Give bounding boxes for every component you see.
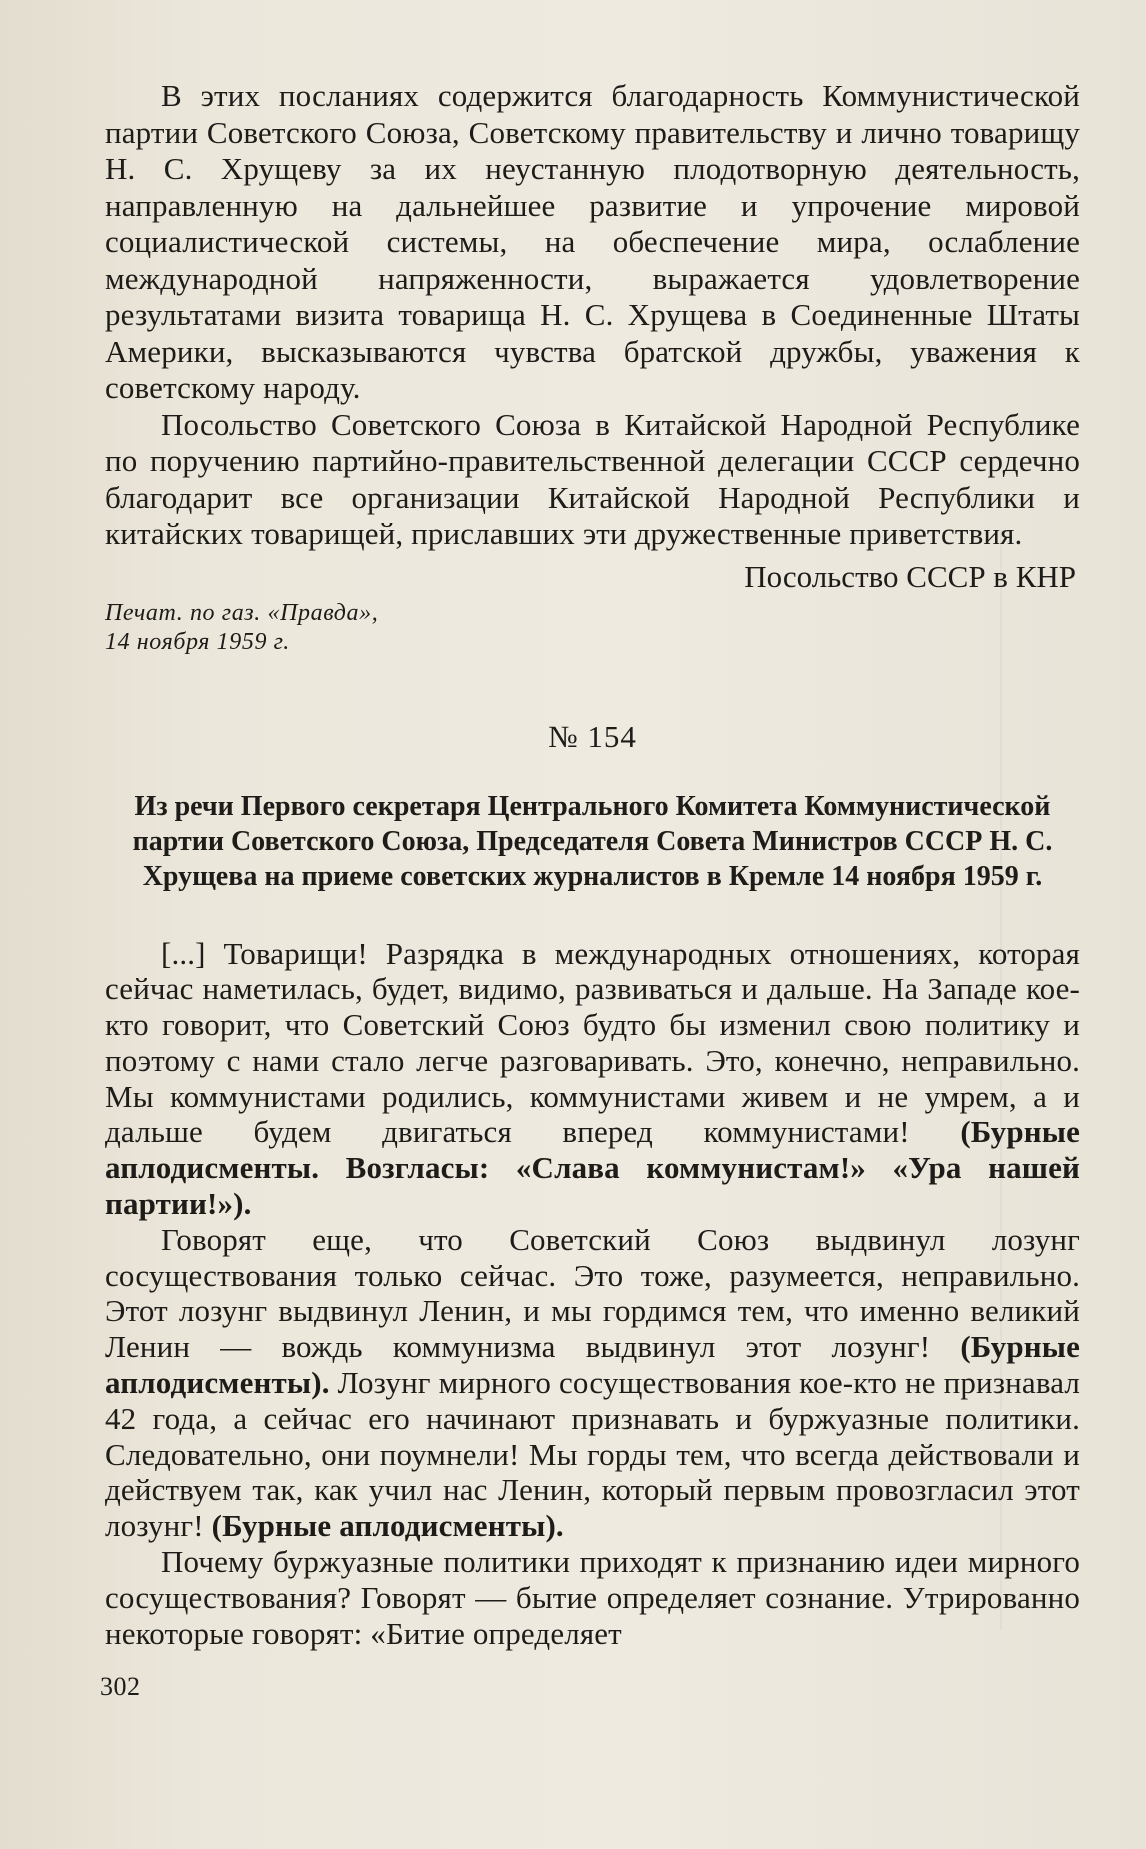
source-line-1: Печат. по газ. «Правда»,	[105, 599, 379, 626]
speech-text: [...] Товарищи! Разрядка в международных отношениях, которая сейчас наметилась, будет, видимо, развиваться и дальше. На Западе кое-кто говорит, что Советский Союз будто бы изменил свою политику и поэтому с нами стало легче разговаривать. Это, конечно, неправильно. Мы коммунистами родились, коммунистами живем и не умрем, а и дальше будем двигаться вперед коммунистами!	[105, 935, 1080, 1150]
audience-reaction: (Бурные аплодисменты).	[105, 1329, 1080, 1401]
document-number: № 154	[548, 718, 637, 754]
source-citation	[105, 599, 1080, 657]
document-title: Из речи Первого секретаря Центрального Комитета Коммунистической партии Советского Союза, Председателя Совета Министров СССР Н. С. Хрущева на приеме советских журналистов в Кремле 14 ноября 1959 г.	[132, 790, 1053, 892]
audience-reaction: (Бурные аплодисменты).	[211, 1508, 564, 1544]
page-number: 302	[100, 1672, 141, 1701]
audience-reaction: (Бурные аплодисменты. Возгласы: «Слава коммунистам!» «Ура нашей партии!»).	[105, 1114, 1080, 1222]
letter-paragraph-2: Посольство Советского Союза в Китайской Народной Республике по поручению партийно-правительственной делегации СССР сердечно благодарит все организации Китайской Народной Республики и китайских товарищей, приславших эти дружественные приветствия.	[105, 406, 1080, 551]
speech-paragraph-2	[105, 1222, 1080, 1544]
speech-text: Говорят еще, что Советский Союз выдвинул лозунг сосуществования только сейчас. Это тоже, разумеется, неправильно. Этот лозунг выдвинул Ленин, и мы гордимся тем, что именно великий Ленин — вождь коммунизма выдвинул этот лозунг!	[105, 1221, 1080, 1365]
speech-paragraph-1	[105, 936, 1080, 1222]
speech-paragraph-3: Почему буржуазные политики приходят к признанию идеи мирного сосуществования? Говорят — бытие определяет сознание. Утрированно некоторые говорят: «Битие определяет	[105, 1544, 1080, 1651]
text-column	[105, 78, 1080, 1651]
signature: Посольство СССР в КНР	[744, 558, 1076, 594]
speech-body	[105, 936, 1080, 1652]
letter-paragraph-1: В этих посланиях содержится благодарность Коммунистической партии Советского Союза, Советскому правительству и лично товарищу Н. С. Хрущеву за их неустанную плодотворную деятельность, направленную на дальнейшее развитие и упрочение мировой социалистической системы, на обеспечение мира, ослабление международной напряженности, выражается удовлетворение результатами визита товарища Н. С. Хрущева в Соединенные Штаты Америки, высказываются чувства братской дружбы, уважения к советскому народу.	[105, 78, 1080, 405]
speech-text: Лозунг мирного сосуществования кое-кто не признавал 42 года, а сейчас его начинают признавать и буржуазные политики. Следовательно, они поумнели! Мы горды тем, что всегда действовали и действуем так, как учил нас Ленин, который первым провозгласил этот лозунг!	[105, 1365, 1080, 1544]
source-line-2: 14 ноября 1959 г.	[105, 628, 290, 655]
